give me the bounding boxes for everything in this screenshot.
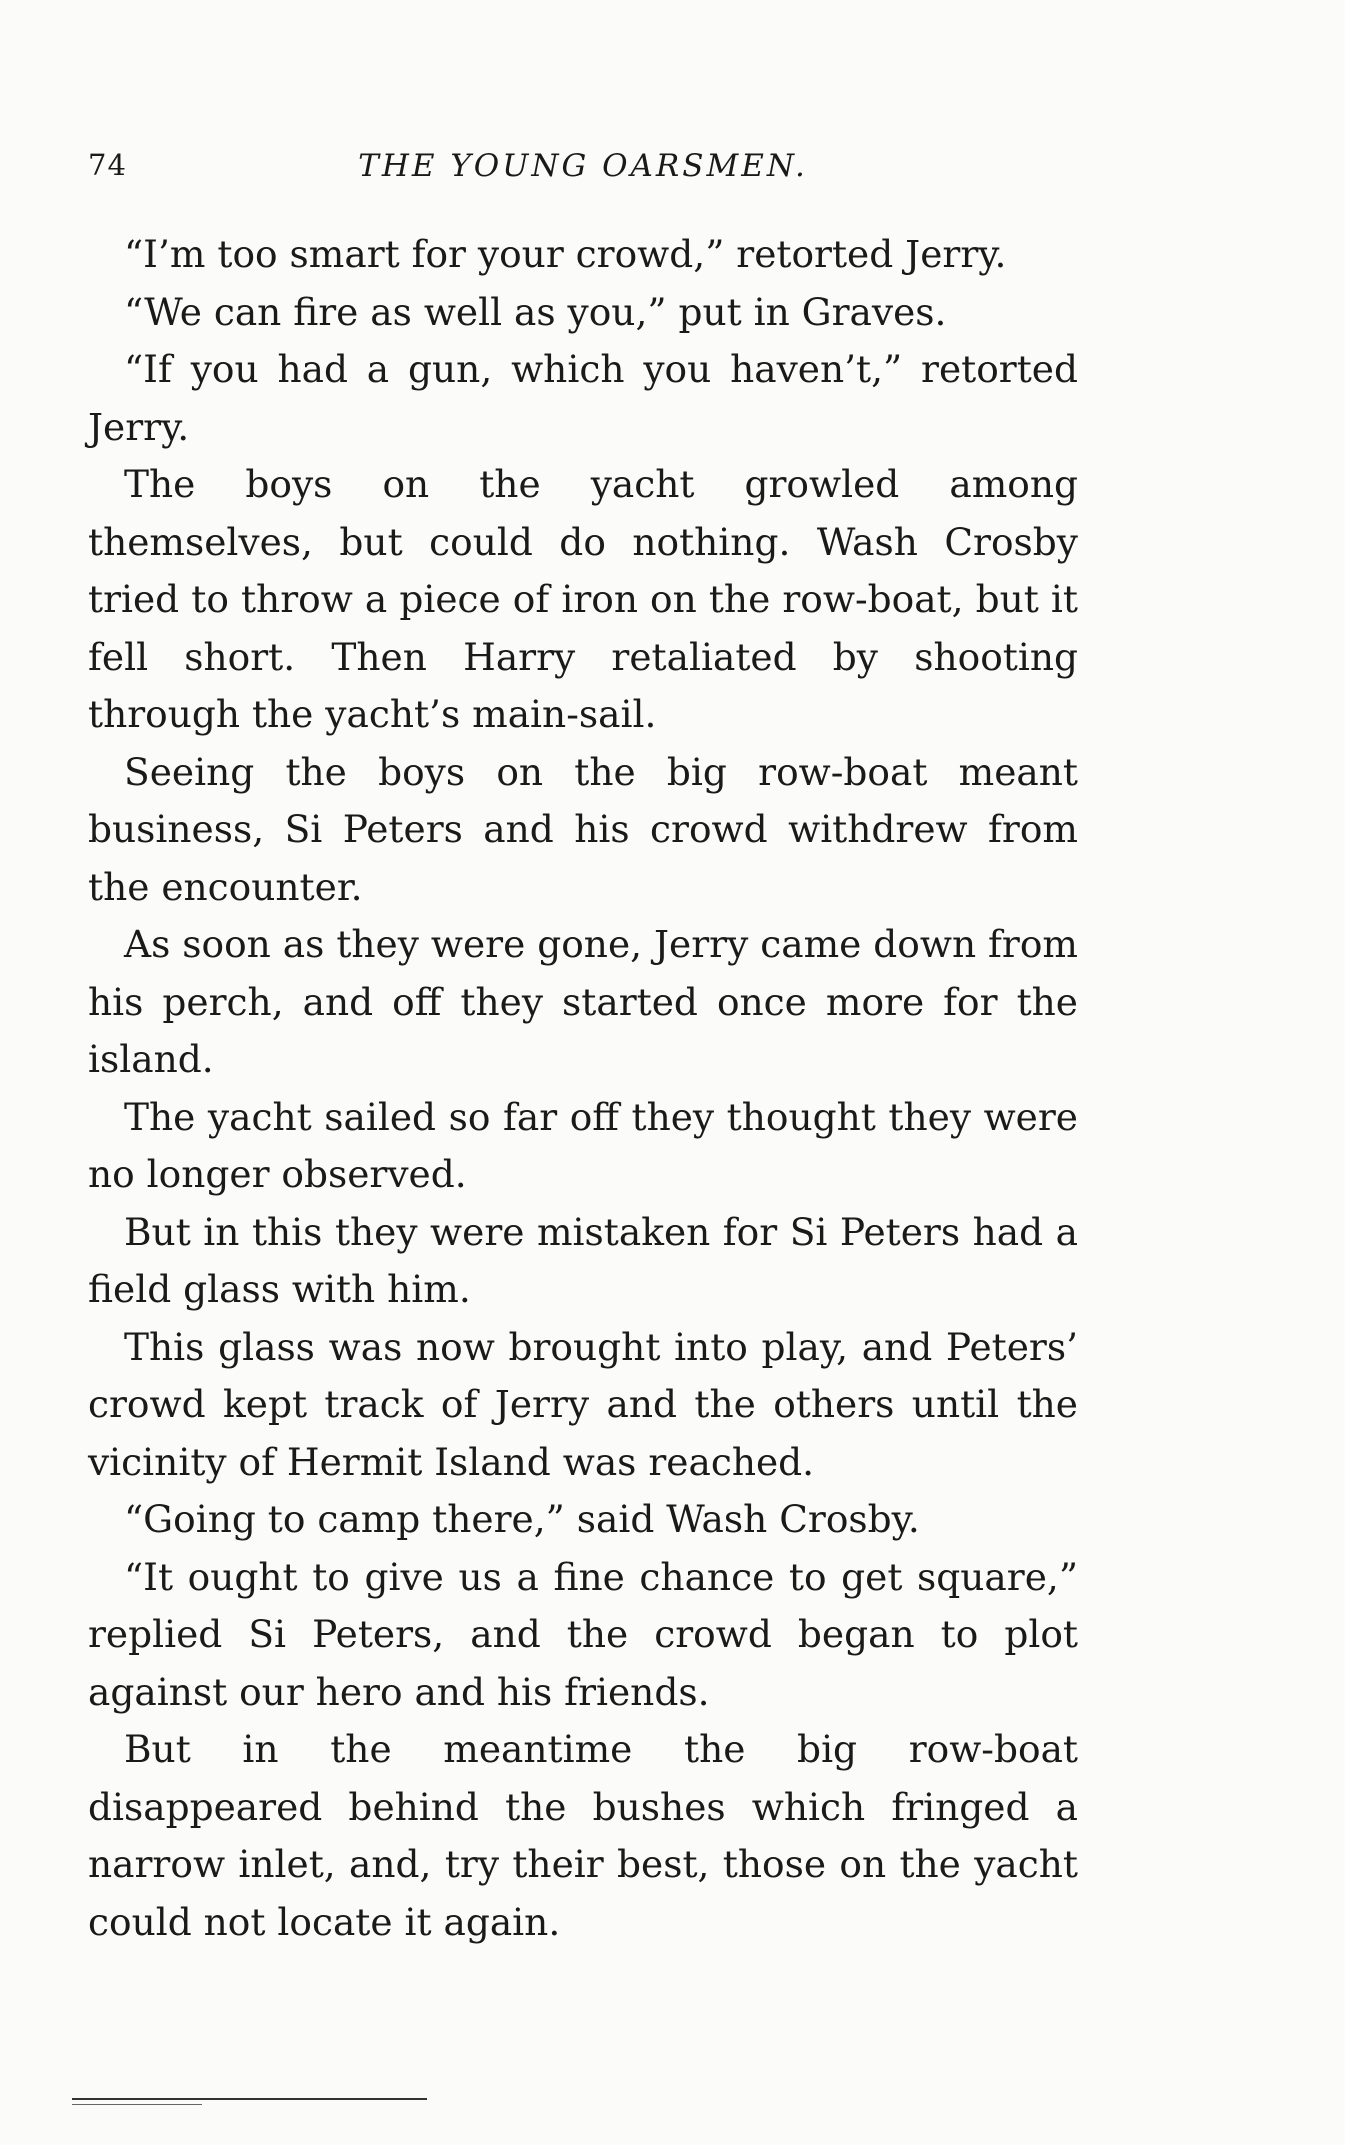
paragraph: “We can fire as well as you,” put in Graves. xyxy=(124,289,947,334)
paragraph: The boys on the yacht growled among themselves, but could do nothing. Wash Crosby tried to throw a piece of iron on the row-boat, but it fell short. Then Harry retaliated by shooting through the yacht’s main-sail. xyxy=(88,462,1078,736)
page-edge-rule xyxy=(72,2098,427,2100)
paragraph: As soon as they were gone, Jerry came down from his perch, and off they started once more for the island. xyxy=(88,922,1078,1081)
page-header xyxy=(88,148,1078,196)
paragraph: Seeing the boys on the big row-boat meant business, Si Peters and his crowd withdrew from the encounter. xyxy=(88,749,1078,909)
paragraph: “I’m too smart for your crowd,” retorted Jerry. xyxy=(124,232,1007,276)
body-text xyxy=(88,226,1078,1951)
paragraph: But in the meantime the big row-boat disappeared behind the bushes which fringed a narrow inlet, and, try their best, those on the yacht could not locate it again. xyxy=(88,1727,1078,1944)
paragraph: This glass was now brought into play, and Peters’ crowd kept track of Jerry and the others until the vicinity of Hermit Island was reached. xyxy=(88,1324,1078,1484)
running-title: THE YOUNG OARSMEN. xyxy=(358,148,808,184)
page-number: 74 xyxy=(88,148,127,182)
paragraph: “Going to camp there,” said Wash Crosby. xyxy=(124,1497,920,1541)
paragraph: But in this they were mistaken for Si Peters had a field glass with him. xyxy=(88,1209,1078,1311)
paragraph: The yacht sailed so far off they thought they were no longer observed. xyxy=(88,1094,1078,1196)
paragraph: “If you had a gun, which you haven’t,” retorted Jerry. xyxy=(88,347,1078,449)
paragraph: “It ought to give us a fine chance to get square,” replied Si Peters, and the crowd began to plot against our hero and his friends. xyxy=(88,1554,1078,1714)
page-edge-rule-secondary xyxy=(72,2104,202,2105)
